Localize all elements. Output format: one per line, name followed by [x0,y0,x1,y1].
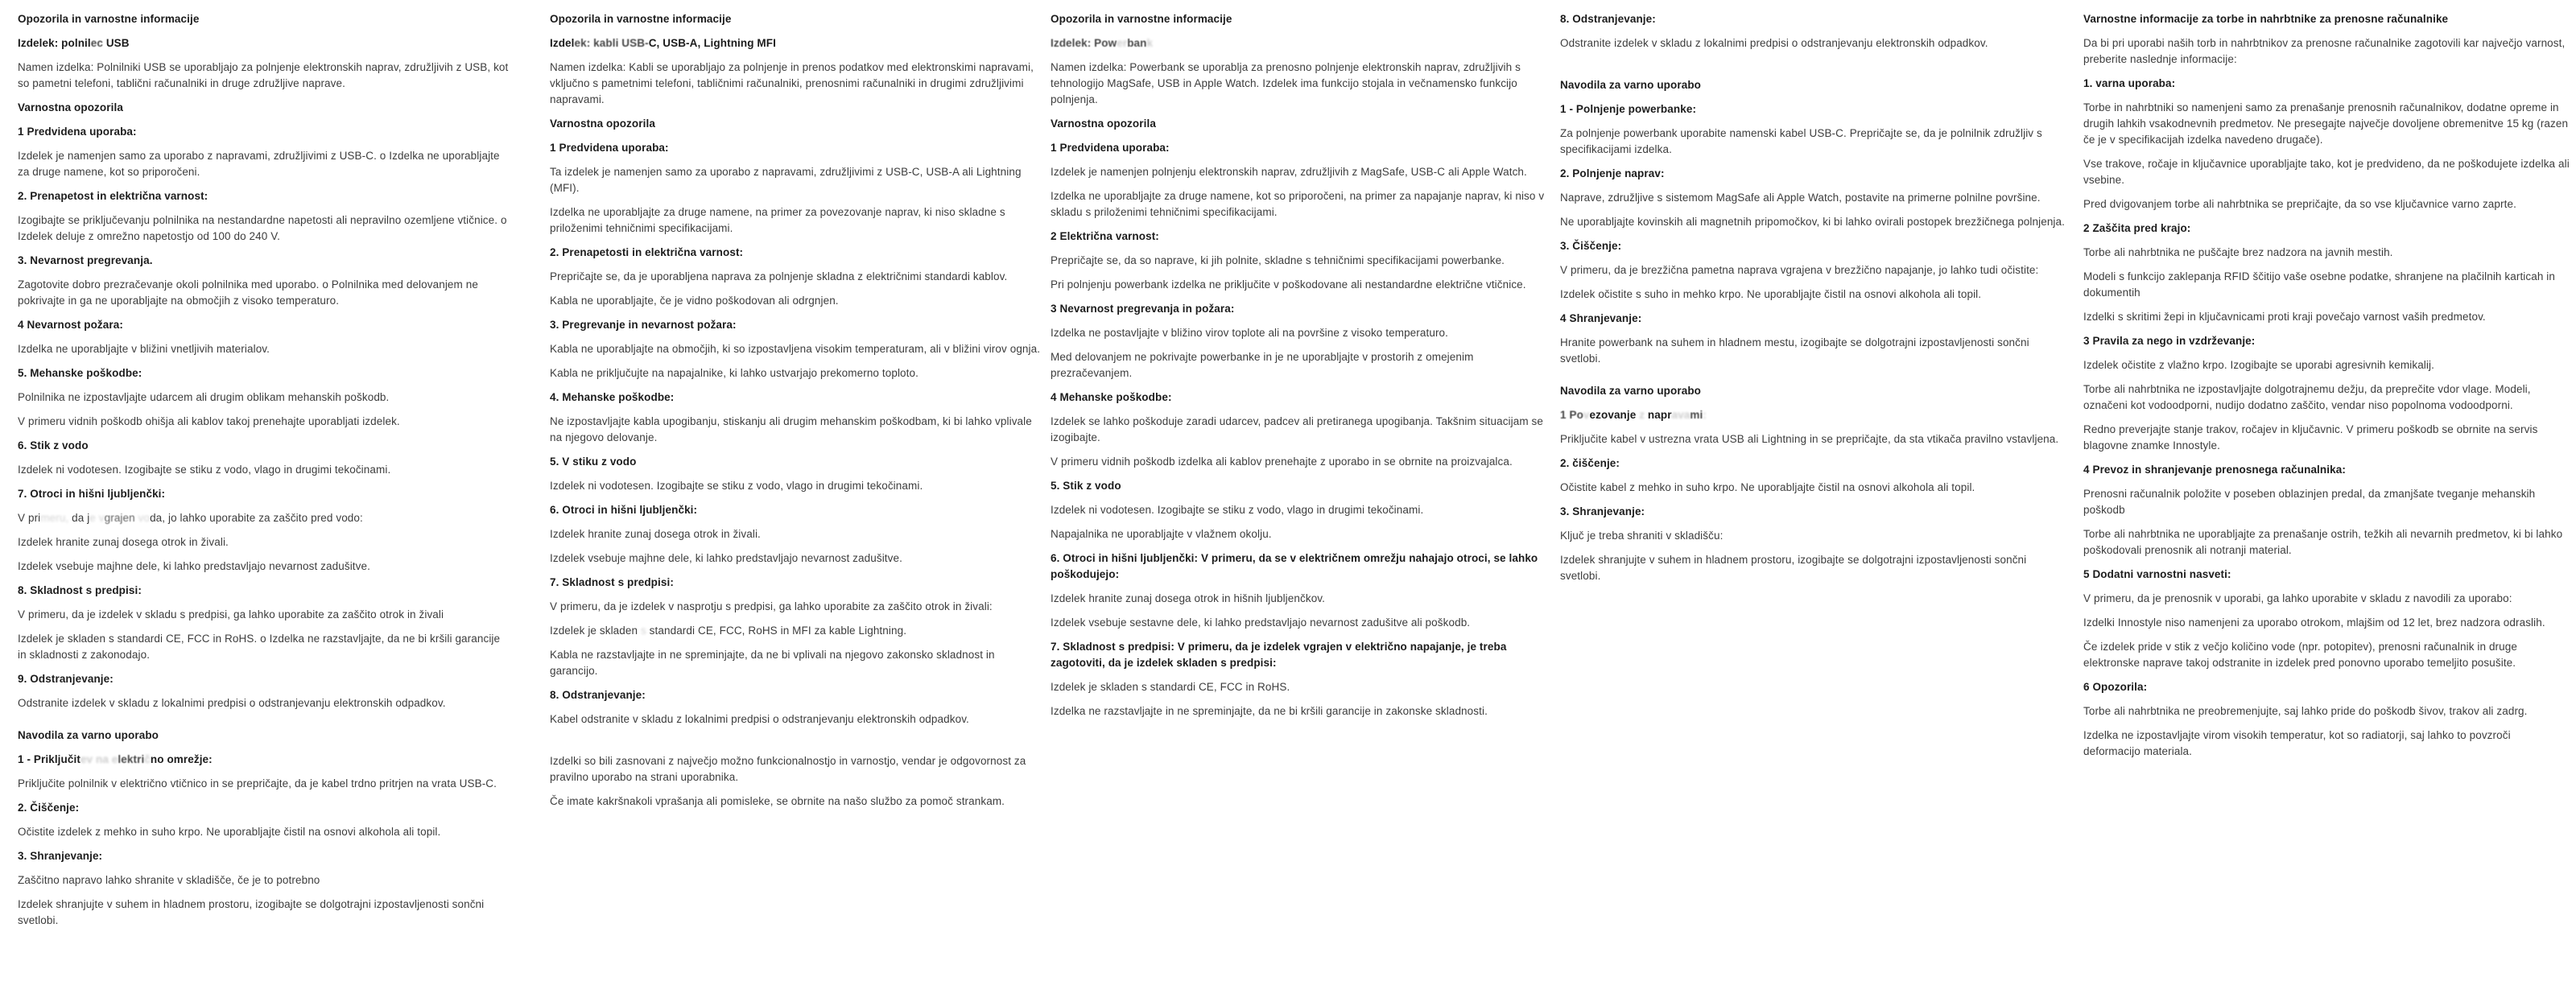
paragraph: Prepričajte se, da so naprave, ki jih polnite, skladne s tehničnimi specifikacijami powerbanke. [1051,254,1505,266]
paragraph: Prenosni računalnik položite v poseben oblazinjen predal, da zmanjšate tveganje mehanskih poškodb [2083,488,2536,516]
paragraph: Redno preverjajte stanje trakov, ročajev in ključavnic. V primeru poškodb se obrnite na servis blagovne znamke Innostyle. [2083,423,2538,451]
paragraph: Izdelek hranite zunaj dosega otrok in hišnih ljubljenčkov. [1051,592,1325,604]
text-segment: Izdelek je skladen [550,625,641,637]
paragraph: Torbe ali nahrbtnika ne puščajte brez nadzora na javnih mestih. [2083,246,2393,258]
paragraph: Med delovanjem ne pokrivajte powerbanke in je ne uporabljajte v prostorih z omejenim prezračevanjem. [1051,351,1474,379]
paragraph: Torbe ali nahrbtnika ne izpostavljajte dolgotrajnemu dežju, da preprečite vdor vlage. Modeli, označeni kot vodoodporni, nudijo dodatno zaščito, vendar niso popolnoma vodoodporni. [2083,383,2531,411]
faded-text: ban [1127,37,1147,49]
faded-text: mi [1690,409,1703,421]
text-segment: no omrežje: [150,753,213,765]
section-heading: 5 Dodatni varnostni nasveti: [2083,568,2231,580]
section-heading: 3. Čiščenje: [1560,240,1622,252]
document-title: Varnostne informacije za torbe in nahrbtnike za prenosne računalnike [2083,13,2449,25]
text-segment: napr [1645,409,1672,421]
text-segment: da, jo lahko uporabite za zaščito pred vodo: [150,512,363,524]
faded-text: lektri [118,753,145,765]
section-heading: 3. Pregrevanje in nevarnost požara: [550,319,737,331]
faded-text: k [1146,37,1154,49]
paragraph: Izdelki s skritimi žepi in ključavnicami proti kraji povečajo varnost vaših predmetov. [2083,311,2486,323]
faded-text: ava [1671,409,1690,421]
section-heading: 3. Shranjevanje: [1560,505,1645,517]
document-title: Opozorila in varnostne informacije [18,13,200,25]
column-3 [1051,11,1545,728]
faded-text: 1 Po [1560,409,1583,421]
paragraph: Izdelek je skladen s standardi CE, FCC in RoHS. [1051,681,1290,693]
section-heading: 4 Mehanske poškodbe: [1051,391,1172,403]
paragraph: Odstranite izdelek v skladu z lokalnimi predpisi o odstranjevanju elektronskih odpadkov. [18,697,446,709]
paragraph: Napajalnika ne uporabljajte v vlažnem okolju. [1051,528,1272,540]
paragraph: Ta izdelek je namenjen samo za uporabo z napravami, združljivimi z USB-C, USB-A ali Lightning (MFI). [550,166,1022,194]
text-segment: da j [72,512,90,524]
paragraph: Zagotovite dobro prezračevanje okoli polnilnika med uporabo. o Polnilnika med delovanjem ne pokrivajte in ga ne uporabljajte na območjih z visoko temperaturo. [18,278,478,307]
faded-text: č [144,753,151,765]
paragraph: Odstranite izdelek v skladu z lokalnimi predpisi o odstranjevanju elektronskih odpadkov. [1560,37,1988,49]
paragraph: Modeli s funkcijo zaklepanja RFID ščitijo vaše osebne podatke, shranjene na plačilnih karticah in dokumentih [2083,270,2556,299]
section-heading [18,35,510,52]
document-title: Opozorila in varnostne informacije [550,13,732,25]
paragraph: Izdelek se lahko poškoduje zaradi udarcev, padcev ali pretiranega upogibanja. Takšnim situacijam se izogibajte. [1051,415,1544,443]
paragraph: Izdelka ne uporabljajte za druge namene, kot so priporočeni, na primer za napajanje naprav, ki niso v skladu s priloženimi tehničnimi specifikacijami. [1051,190,1545,218]
section-heading: 7. Skladnost s predpisi: V primeru, da je izdelek vgrajen v električno napajanje, je treba zagotoviti, da je izdelek skladen s predpisi: [1051,641,1507,669]
paragraph: Izdelka ne izpostavljajte virom visokih temperatur, kot so radiatorji, saj lahko to povzroči deformacijo materiala. [2083,729,2511,757]
section-heading: 4 Prevoz in shranjevanje prenosnega računalnika: [2083,464,2346,476]
section-heading: 5. V stiku z vodo [550,456,637,468]
paragraph: Pri polnjenju powerbank izdelka ne priključite v poškodovane ali nestandardne električne vtičnice. [1051,278,1526,291]
paragraph: Izdelek očistite s suho in mehko krpo. Ne uporabljajte čistil na osnovi alkohola ali topil. [1560,288,1982,300]
section-heading: 7. Otroci in hišni ljubljenčki: [18,488,166,500]
section-heading: 2. čiščenje: [1560,457,1620,469]
section-heading: Varnostna opozorila [550,118,655,130]
column-1 [18,11,510,937]
section-heading: 5. Mehanske poškodbe: [18,367,142,379]
section-heading: 7. Skladnost s predpisi: [550,576,674,588]
section-heading: 2. Polnjenje naprav: [1560,167,1665,179]
text-segment: 1 - Priključit [18,753,80,765]
paragraph: Kabla ne uporabljajte na območjih, ki so izpostavljena visokim temperaturam, ali v bližini virov ognja. [550,343,1041,355]
text-segment: Izdel [550,37,575,49]
section-heading: 1 - Polnjenje powerbanke: [1560,103,1697,115]
paragraph: Pred dvigovanjem torbe ali nahrbtnika se prepričajte, da so vse ključavnice varno zaprte. [2083,198,2516,210]
section-heading: 8. Odstranjevanje: [550,689,646,701]
section-heading: Navodila za varno uporabo [1560,385,1702,397]
faded-text: Izdelek: Pow [1051,37,1117,49]
paragraph: Za polnjenje powerbank uporabite namenski kabel USB-C. Prepričajte se, da je polnilnik združljiv s specifikacijami izdelka. [1560,127,2042,155]
text-segment: C, USB-A, Lightning MFI [648,37,776,49]
paragraph: Torbe in nahrbtniki so namenjeni samo za prenašanje prenosnih računalnikov, dodatne opreme in drugih lahkih vsakodnevnih predmetov. Ne presegajte največje dovoljene obremenitve 15 kg (razen če je v specifikacijah izdelka navedeno drugače). [2083,101,2569,146]
section-heading: 1 Predvidena uporaba: [1051,142,1170,154]
paragraph: Očistite izdelek z mehko in suho krpo. Ne uporabljajte čistil na osnovi alkohola ali topil. [18,826,441,838]
faded-text: e v [89,512,105,524]
section-heading: Varnostna opozorila [1051,118,1156,130]
paragraph: Ne izpostavljajte kabla upogibanju, stiskanju ali drugim mehanskim poškodbam, ki bi lahko vplivale na njegovo delovanje. [550,415,1032,443]
paragraph: Torbe ali nahrbtnika ne uporabljajte za prenašanje ostrih, težkih ali nevarnih predmetov, ki bi lahko poškodovali prenosnik ali notranji material. [2083,528,2563,556]
section-heading: 2 Zaščita pred krajo: [2083,222,2191,234]
paragraph: Da bi pri uporabi naših torb in nahrbtnikov za prenosne računalnike zagotovili kar največjo varnost, preberite naslednje informacije: [2083,37,2566,65]
paragraph: Izdelek hranite zunaj dosega otrok in živali. [550,528,761,540]
paragraph: V primeru, da je izdelek v skladu s predpisi, ga lahko uporabite za zaščito otrok in živali [18,608,444,621]
paragraph: Kabla ne priključujte na napajalnike, ki lahko ustvarjajo prekomerno toploto. [550,367,919,379]
paragraph: V primeru, da je prenosnik v uporabi, ga lahko uporabite v skladu z navodili za uporabo: [2083,592,2512,604]
section-heading: 9. Odstranjevanje: [18,673,114,685]
paragraph: Prepričajte se, da je uporabljena naprava za polnjenje skladna z električnimi standardi kablov. [550,270,1008,282]
paragraph: Namen izdelka: Powerbank se uporablja za prenosno polnjenje elektronskih naprav, združljivih s tehnologijo MagSafe, USB in Apple Watch. Izdelek ima funkcijo stojala in večnamensko funkcijo polnjenja. [1051,61,1521,105]
section-heading: 2. Prenapetosti in električna varnost: [550,246,744,258]
section-heading: 1. varna uporaba: [2083,77,2176,89]
section-heading: 4. Mehanske poškodbe: [550,391,675,403]
section-heading: 4 Nevarnost požara: [18,319,123,331]
section-heading: 6. Otroci in hišni ljubljenčki: [550,504,698,516]
section-heading: 4 Shranjevanje: [1560,312,1642,324]
section-heading: 3 Pravila za nego in vzdrževanje: [2083,335,2256,347]
paragraph: Če izdelek pride v stik z večjo količino vode (npr. potopitev), prenosni računalnik in druge elektronske naprave takoj odstranite in izdelek pred ponovno uporabo temeljito posušite. [2083,641,2517,669]
paragraph: Priključite kabel v ustrezna vrata USB ali Lightning in se prepričajte, da sta vtikača pravilno vstavljena. [1560,433,2059,445]
column-2 [550,11,1044,818]
paragraph: Izdelka ne uporabljajte za druge namene, na primer za povezovanje naprav, ki niso skladne s priloženimi tehničnimi specifikacijami. [550,206,1005,234]
faded-text: ec [90,37,103,49]
paragraph: Kabel odstranite v skladu z lokalnimi predpisi o odstranjevanju elektronskih odpadkov. [550,713,969,725]
section-heading: 1 Predvidena uporaba: [550,142,669,154]
column-4 [1560,11,2066,592]
paragraph: V primeru vidnih poškodb izdelka ali kablov prenehajte z uporabo in se obrnite na proizvajalca. [1051,456,1513,468]
paragraph: Izdelki Innostyle niso namenjeni za uporabo otrokom, mlajšim od 12 let, brez nadzora odraslih. [2083,616,2545,629]
faded-text: v [1583,409,1590,421]
paragraph: Torbe ali nahrbtnika ne preobremenjujte, saj lahko pride do poškodb šivov, trakov ali zadrg. [2083,705,2528,717]
section-heading: 8. Skladnost s predpisi: [18,584,142,596]
document-title: Opozorila in varnostne informacije [1051,13,1232,25]
paragraph: Izdelek shranjujte v suhem in hladnem prostoru, izogibajte se dolgotrajni izpostavljenosti sončni svetlobi. [1560,554,2027,582]
section-heading [18,752,510,768]
paragraph: Izdelek ni vodotesen. Izogibajte se stiku z vodo, vlago in drugimi tekočinami. [18,464,391,476]
text-segment: standardi CE, FCC, RoHS in MFI za kable Lightning. [646,625,907,637]
section-heading: 5. Stik z vodo [1051,480,1121,492]
text-segment: USB [102,37,130,49]
text-segment: Izdelek: polnil [18,37,91,49]
section-heading [1560,407,2066,423]
faded-text: er [1117,37,1128,49]
column-5 [2083,11,2570,768]
paragraph [550,623,1044,639]
paragraph: Priključite polnilnik v električno vtičnico in se prepričajte, da je kabel trdno pritrjen na vrata USB-C. [18,777,497,790]
paragraph: Hranite powerbank na suhem in hladnem mestu, izogibajte se dolgotrajni izpostavljenosti sončni svetlobi. [1560,336,2029,365]
faded-text: vo [134,512,151,524]
paragraph: Vse trakove, ročaje in ključavnice uporabljajte tako, kot je predvideno, da ne poškodujete izdelka ali vsebine. [2083,158,2570,186]
paragraph: V primeru, da je izdelek v nasprotju s predpisi, ga lahko uporabite za zaščito otrok in živali: [550,600,993,612]
paragraph: Naprave, združljive s sistemom MagSafe ali Apple Watch, postavite na primerne polnilne površine. [1560,192,2041,204]
faded-text: meru, [40,512,72,524]
paragraph: Izdelek je namenjen samo za uporabo z napravami, združljivimi z USB-C. o Izdelka ne uporabljajte za druge namene, kot so priporočeni. [18,150,500,178]
paragraph: Izdelek očistite z vlažno krpo. Izogibajte se uporabi agresivnih kemikalij. [2083,359,2434,371]
paragraph: Ne uporabljajte kovinskih ali magnetnih pripomočkov, ki bi lahko ovirali postopek brezžičnega polnjenja. [1560,216,2065,228]
paragraph: Izdelka ne razstavljajte in ne spreminjajte, da ne bi kršili garancije in zakonske skladnosti. [1051,705,1488,717]
paragraph: Izdelek je skladen s standardi CE, FCC in RoHS. o Izdelka ne razstavljajte, da ne bi kršili garancije in skladnosti z zakonodajo. [18,633,501,661]
paragraph: Izdelek ni vodotesen. Izogibajte se stiku z vodo, vlago in drugimi tekočinami. [550,480,923,492]
paragraph: Kabla ne uporabljajte, če je vidno poškodovan ali odrgnjen. [550,295,839,307]
paragraph [18,510,510,526]
paragraph: Izdelek vsebuje majhne dele, ki lahko predstavljajo nevarnost zadušitve. [550,552,902,564]
paragraph: Kabla ne razstavljajte in ne spreminjajte, da ne bi vplivali na njegovo zakonsko skladnost in garancijo. [550,649,995,677]
section-heading: Varnostna opozorila [18,101,123,113]
section-heading: 3 Nevarnost pregrevanja in požara: [1051,303,1235,315]
section-heading: 1 Predvidena uporaba: [18,126,137,138]
section-heading: 3. Nevarnost pregrevanja. [18,254,153,266]
section-heading: Navodila za varno uporabo [18,729,159,741]
faded-text: ek: kabli USB- [574,37,649,49]
paragraph: Izdelek vsebuje majhne dele, ki lahko predstavljajo nevarnost zadušitve. [18,560,370,572]
faded-text: grajen [104,512,135,524]
paragraph: Zaščitno napravo lahko shranite v skladišče, če je to potrebno [18,874,320,886]
text-segment: V pri [18,512,41,524]
paragraph: Izogibajte se priključevanju polnilnika na nestandardne napetosti ali nepravilno ozemljene vtičnice. o Izdelek deluje z omrežno napetostjo od 100 do 240 V. [18,214,507,242]
paragraph: Izdelek vsebuje sestavne dele, ki lahko predstavljajo nevarnost zadušitve ali poškodb. [1051,616,1471,629]
section-heading: Navodila za varno uporabo [1560,79,1702,91]
paragraph: Namen izdelka: Polnilniki USB se uporabljajo za polnjenje elektronskih naprav, združljivih z USB, kot so pametni telefoni, tablični računalniki in druge združljive naprave. [18,61,509,89]
paragraph: V primeru vidnih poškodb ohišja ali kablov takoj prenehajte uporabljati izdelek. [18,415,400,427]
paragraph: Ključ je treba shraniti v skladišču: [1560,530,1724,542]
section-heading: 6 Opozorila: [2083,681,2148,693]
section-heading: 3. Shranjevanje: [18,850,103,862]
faded-text: : [1703,409,1707,421]
paragraph: Očistite kabel z mehko in suho krpo. Ne uporabljajte čistil na osnovi alkohola ali topil. [1560,481,1975,493]
section-heading [1051,35,1545,52]
section-heading: 2 Električna varnost: [1051,230,1159,242]
paragraph: Izdelek ni vodotesen. Izogibajte se stiku z vodo, vlago in drugimi tekočinami. [1051,504,1424,516]
paragraph: V primeru, da je brezžična pametna naprava vgrajena v brezžično napajanje, jo lahko tudi očistite: [1560,264,2039,276]
section-heading: 2. Prenapetost in električna varnost: [18,190,208,202]
paragraph: Izdelki so bili zasnovani z največjo možno funkcionalnostjo in varnostjo, vendar je odgovornost za pravilno uporabo na strani uporabnika. [550,755,1026,783]
faded-text: ev na e [80,753,118,765]
text-segment: ezovanje [1589,409,1640,421]
paragraph: Izdelka ne uporabljajte v bližini vnetljivih materialov. [18,343,270,355]
paragraph: Polnilnika ne izpostavljajte udarcem ali drugim oblikam mehanskih poškodb. [18,391,390,403]
faded-text: z [1639,409,1645,421]
faded-text: s [640,625,646,637]
paragraph: Izdelka ne postavljajte v bližino virov toplote ali na površine z visoko temperaturo. [1051,327,1448,339]
paragraph: Namen izdelka: Kabli se uporabljajo za polnjenje in prenos podatkov med elektronskimi napravami, vključno s pametnimi telefoni, tabličnimi računalniki, prenosnimi računalniki in drugimi združljivimi napravami. [550,61,1034,105]
paragraph: Izdelek je namenjen polnjenju elektronskih naprav, združljivih z MagSafe, USB-C ali Apple Watch. [1051,166,1527,178]
section-heading: 6. Otroci in hišni ljubljenčki: V primeru, da se v električnem omrežju nahajajo otroci, se lahko poškodujejo: [1051,552,1538,580]
section-heading: 8. Odstranjevanje: [1560,13,1656,25]
paragraph: Izdelek hranite zunaj dosega otrok in živali. [18,536,229,548]
section-heading: 2. Čiščenje: [18,802,80,814]
section-heading: 6. Stik z vodo [18,439,89,451]
section-heading [550,35,1044,52]
paragraph: Izdelek shranjujte v suhem in hladnem prostoru, izogibajte se dolgotrajni izpostavljenosti sončni svetlobi. [18,898,485,926]
paragraph: Če imate kakršnakoli vprašanja ali pomisleke, se obrnite na našo službo za pomoč strankam. [550,795,1005,807]
